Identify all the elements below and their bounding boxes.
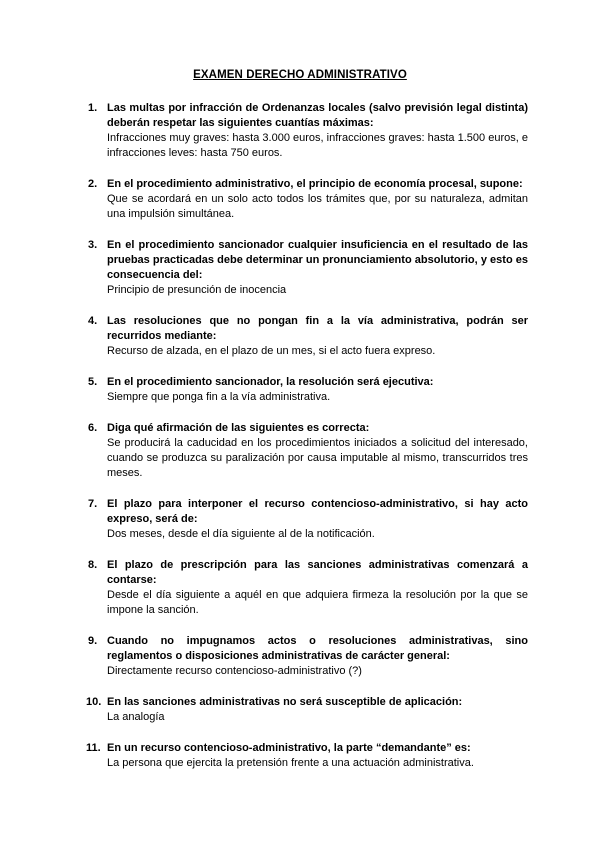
question-number: 7. [88, 498, 98, 510]
answer-text: Principio de presunción de inocencia [107, 284, 287, 296]
question-item [88, 421, 528, 481]
question-number: 11. [86, 742, 101, 754]
answer-text: Que se acordará en un solo acto todos los trámites que, por su naturaleza, admitan una impulsión simultánea. [107, 193, 528, 220]
answer-text: La persona que ejercita la pretensión frente a una actuación administrativa. [107, 757, 474, 769]
question-text: El plazo de prescripción para las sanciones administrativas comenzará a contarse: [107, 559, 528, 586]
page-title: EXAMEN DERECHO ADMINISTRATIVO [193, 69, 407, 81]
question-text: El plazo para interponer el recurso contencioso-administrativo, si hay acto expreso, será de: [107, 498, 528, 525]
question-text: Diga qué afirmación de las siguientes es correcta: [107, 422, 370, 434]
question-number: 2. [88, 178, 98, 190]
question-item [88, 101, 528, 161]
question-number: 10. [86, 696, 102, 708]
question-number: 3. [88, 239, 98, 251]
question-number: 6. [88, 422, 98, 434]
question-text: En el procedimiento sancionador, la resolución será ejecutiva: [107, 376, 434, 388]
question-item [88, 177, 528, 222]
answer-text: Siempre que ponga fin a la vía administrativa. [107, 391, 331, 403]
answer-text: Directamente recurso contencioso-administrativo (?) [107, 665, 362, 677]
question-number: 5. [88, 376, 98, 388]
question-item [88, 558, 528, 618]
question-item [88, 695, 528, 725]
question-text: Las resoluciones que no pongan fin a la vía administrativa, podrán ser recurridos mediante: [107, 315, 528, 342]
question-text: En las sanciones administrativas no será susceptible de aplicación: [107, 696, 463, 708]
answer-text: Infracciones muy graves: hasta 3.000 euros, infracciones graves: hasta 1.500 euros, e infracciones leves: hasta 750 euros. [107, 132, 528, 159]
answer-text: La analogía [107, 711, 165, 723]
question-list [88, 101, 528, 787]
question-item [88, 238, 528, 298]
question-text: Las multas por infracción de Ordenanzas locales (salvo previsión legal distinta) deberán respetar las siguientes cuantías máximas: [107, 102, 528, 129]
answer-text: Recurso de alzada, en el plazo de un mes, si el acto fuera expreso. [107, 345, 436, 357]
question-number: 9. [88, 635, 98, 647]
question-number: 1. [88, 102, 98, 114]
question-item [88, 634, 528, 679]
question-text: En un recurso contencioso-administrativo, la parte “demandante” es: [107, 742, 471, 754]
answer-text: Desde el día siguiente a aquél en que adquiera firmeza la resolución por la que se impone la sanción. [107, 589, 528, 616]
answer-text: Se producirá la caducidad en los procedimientos iniciados a solicitud del interesado, cuando se produzca su paralización por causa imputable al mismo, transcurridos tres meses. [107, 437, 528, 479]
question-number: 8. [88, 559, 98, 571]
answer-text: Dos meses, desde el día siguiente al de la notificación. [107, 528, 375, 540]
question-text: Cuando no impugnamos actos o resoluciones administrativas, sino reglamentos o disposiciones administrativas de carácter general: [107, 635, 528, 662]
question-text: En el procedimiento sancionador cualquier insuficiencia en el resultado de las pruebas practicadas debe determinar un pronunciamiento absolutorio, y esto es consecuencia del: [107, 239, 528, 281]
question-number: 4. [88, 315, 98, 327]
question-item [88, 497, 528, 542]
question-item [88, 314, 528, 359]
question-text: En el procedimiento administrativo, el principio de economía procesal, supone: [107, 178, 523, 190]
question-item [88, 375, 528, 405]
question-item [88, 741, 528, 771]
